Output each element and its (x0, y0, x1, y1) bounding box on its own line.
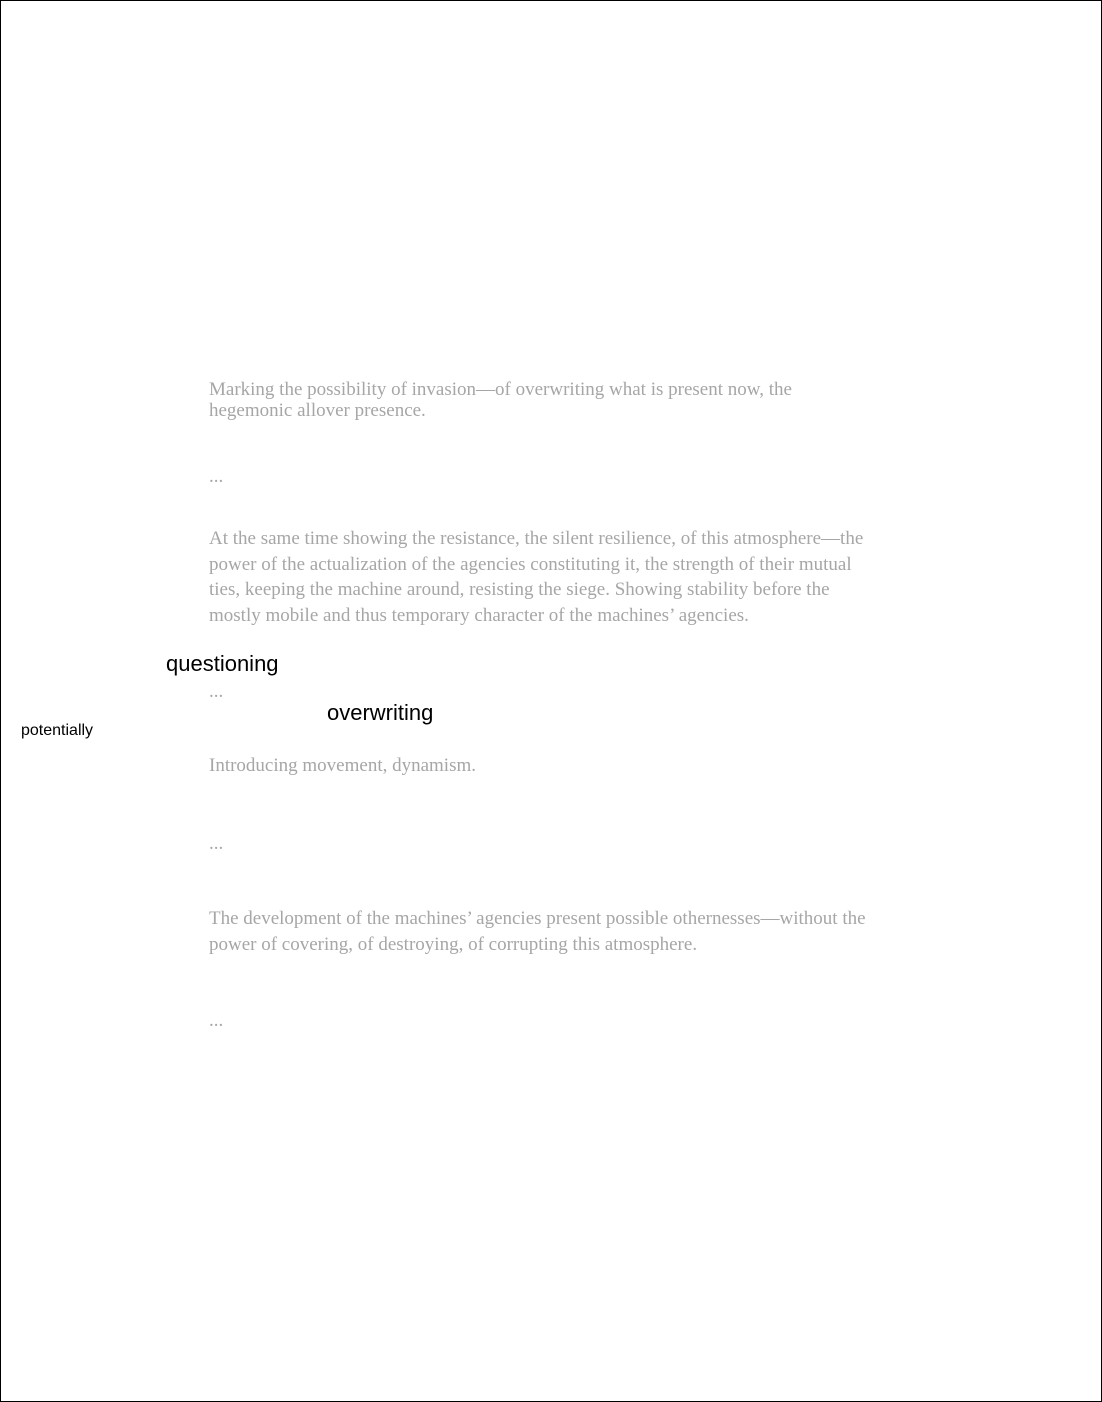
paragraph-invasion: Marking the possibility of invasion—of overwriting what is present now, the hegemonic allover presence. (209, 379, 792, 421)
ellipsis-1: ... (209, 466, 224, 487)
floating-word-questioning: questioning (166, 651, 279, 676)
paragraph-movement: Introducing movement, dynamism. (209, 755, 477, 776)
ellipsis-2: ... (209, 681, 224, 702)
ellipsis-3: ... (209, 833, 224, 854)
ellipsis-4: ... (209, 1010, 224, 1031)
floating-word-overwriting: overwriting (327, 700, 434, 725)
paragraph-development: The development of the machines’ agencies present possible othernesses—without the power of covering, of destroying, of corrupting this atmosphere. (209, 908, 866, 955)
paragraph-resistance: At the same time showing the resistance, the silent resilience, of this atmosphere—the power of the actualization of the agencies constituting it, the strength of their mutual ties, keeping the machine around, resisting the siege. Showing stability before the mostly mobile and thus temporary character of the machines’ agencies. (209, 528, 864, 626)
floating-word-potentially: potentially (21, 722, 94, 739)
